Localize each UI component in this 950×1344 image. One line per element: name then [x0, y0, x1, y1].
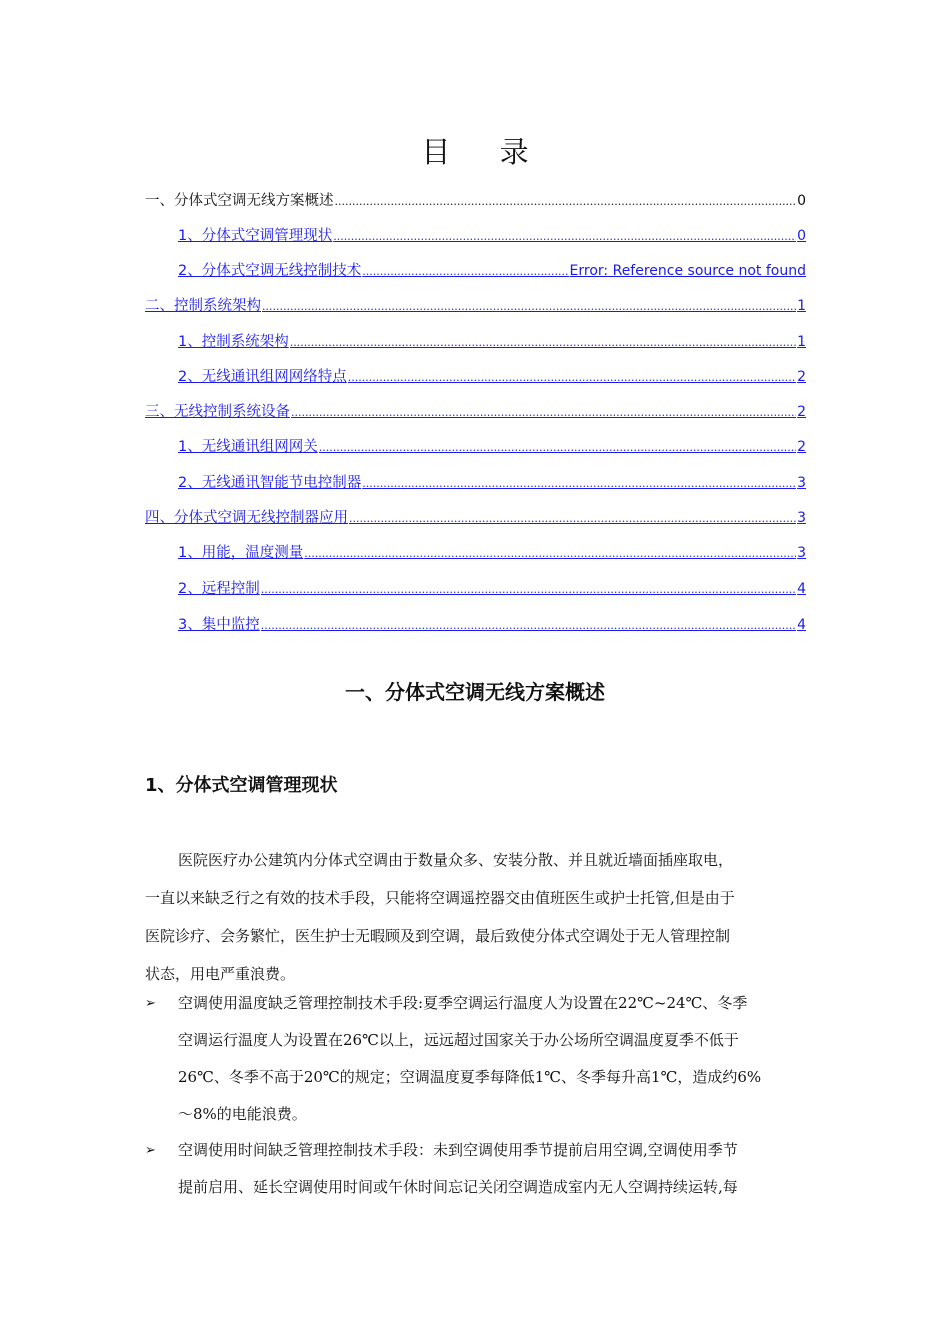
body-paragraph — [145, 841, 806, 993]
arrow-bullet-icon: ➢ — [145, 996, 156, 1011]
toc-page-number: 2 — [797, 369, 806, 385]
bullet-line: 空调使用时间缺乏管理控制技术手段：未到空调使用季节提前启用空调,空调使用季节 — [178, 1141, 738, 1159]
bullet-item — [145, 985, 806, 1133]
toc-entry-label: 3、集中监控 — [178, 617, 260, 633]
toc-entry-label: 三、无线控制系统设备 — [145, 404, 290, 420]
toc-leader-dots — [319, 438, 796, 458]
paragraph-line: 医院医疗办公建筑内分体式空调由于数量众多、安装分散、并且就近墙面插座取电， — [178, 851, 734, 869]
section-heading: 一、分体式空调无线方案概述 — [345, 680, 605, 704]
paragraph-line: 医院诊疗、会务繁忙，医生护士无暇顾及到空调，最后致使分体式空调处于无人管理控制 — [145, 927, 731, 945]
toc-entry-section-1-1[interactable] — [178, 226, 806, 247]
arrow-bullet-icon: ➢ — [145, 1143, 156, 1158]
toc-entry-section-4[interactable] — [145, 508, 806, 529]
toc-page-number: 3 — [797, 545, 806, 561]
toc-entry-label: 1、用能，温度测量 — [178, 545, 304, 561]
toc-leader-dots — [262, 297, 796, 317]
toc-page-number: 1 — [797, 298, 806, 314]
paragraph-line: 一直以来缺乏行之有效的技术手段，只能将空调遥控器交由值班医生或护士托管,但是由于 — [145, 889, 735, 907]
toc-entry-section-3[interactable] — [145, 402, 806, 423]
toc-entry-label: 2、无线通讯智能节电控制器 — [178, 475, 362, 491]
toc-leader-dots — [348, 368, 796, 388]
toc-leader-dots — [333, 227, 796, 247]
toc-page-number: 0 — [797, 228, 806, 244]
bullet-line: ～8%的电能浪费。 — [178, 1105, 307, 1123]
toc-leader-dots — [304, 544, 796, 564]
bullet-line: 空调运行温度人为设置在26℃以上，远远超过国家关于办公场所空调温度夏季不低于 — [178, 1031, 739, 1049]
bullet-line: 提前启用、延长空调使用时间或午休时间忘记关闭空调造成室内无人空调持续运转,每 — [178, 1178, 738, 1196]
toc-entry-section-3-1[interactable] — [178, 437, 806, 458]
toc-entry-section-4-1[interactable] — [178, 543, 806, 564]
toc-entry-label: 2、远程控制 — [178, 581, 260, 597]
bullet-line: 26℃、冬季不高于20℃的规定；空调温度夏季每降低1℃、冬季每升高1℃，造成约6% — [178, 1068, 762, 1086]
toc-page-number: 2 — [797, 404, 806, 420]
toc-entry-label: 二、控制系统架构 — [145, 298, 261, 314]
paragraph-line: 状态，用电严重浪费。 — [145, 965, 296, 983]
toc-entry-label: 四、分体式空调无线控制器应用 — [145, 510, 348, 526]
toc-entry-section-1[interactable] — [145, 191, 806, 212]
toc-page-number: 3 — [797, 510, 806, 526]
toc-page-number: 0 — [797, 193, 806, 209]
toc-entry-section-2[interactable] — [145, 296, 806, 317]
toc-entry-section-4-2[interactable] — [178, 579, 806, 600]
toc-entry-section-3-2[interactable] — [178, 473, 806, 494]
toc-leader-dots — [349, 509, 796, 529]
toc-leader-dots — [290, 333, 796, 353]
bullet-item — [145, 1132, 806, 1206]
toc-entry-label: 1、分体式空调管理现状 — [178, 228, 333, 244]
toc-page-number: 1 — [797, 334, 806, 350]
toc-leader-dots — [261, 616, 796, 636]
toc-entry-label: 一、分体式空调无线方案概述 — [145, 193, 334, 209]
toc-entry-section-2-1[interactable] — [178, 332, 806, 353]
toc-entry-label: 2、无线通讯组网网络特点 — [178, 369, 347, 385]
toc-page-number: 3 — [797, 475, 806, 491]
toc-entry-section-1-2[interactable] — [178, 261, 806, 282]
toc-entry-label: 1、控制系统架构 — [178, 334, 289, 350]
toc-page-number: 4 — [797, 617, 806, 633]
toc-leader-dots — [261, 580, 796, 600]
toc-entry-section-4-3[interactable] — [178, 615, 806, 636]
toc-leader-dots — [362, 262, 568, 282]
toc-leader-dots — [362, 474, 796, 494]
toc-leader-dots — [291, 403, 796, 423]
toc-entry-section-2-2[interactable] — [178, 367, 806, 388]
bullet-line: 空调使用温度缺乏管理控制技术手段:夏季空调运行温度人为设置在22℃~24℃、冬季 — [178, 994, 748, 1012]
toc-entry-label: 2、分体式空调无线控制技术 — [178, 263, 362, 279]
toc-error-reference: Error: Reference source not found — [569, 263, 806, 279]
toc-leader-dots — [335, 192, 797, 212]
toc-page-number: 2 — [797, 439, 806, 455]
toc-title: 目 录 — [421, 135, 549, 169]
toc-entry-label: 1、无线通讯组网网关 — [178, 439, 318, 455]
subsection-heading: 1、分体式空调管理现状 — [145, 775, 338, 796]
toc-page-number: 4 — [797, 581, 806, 597]
